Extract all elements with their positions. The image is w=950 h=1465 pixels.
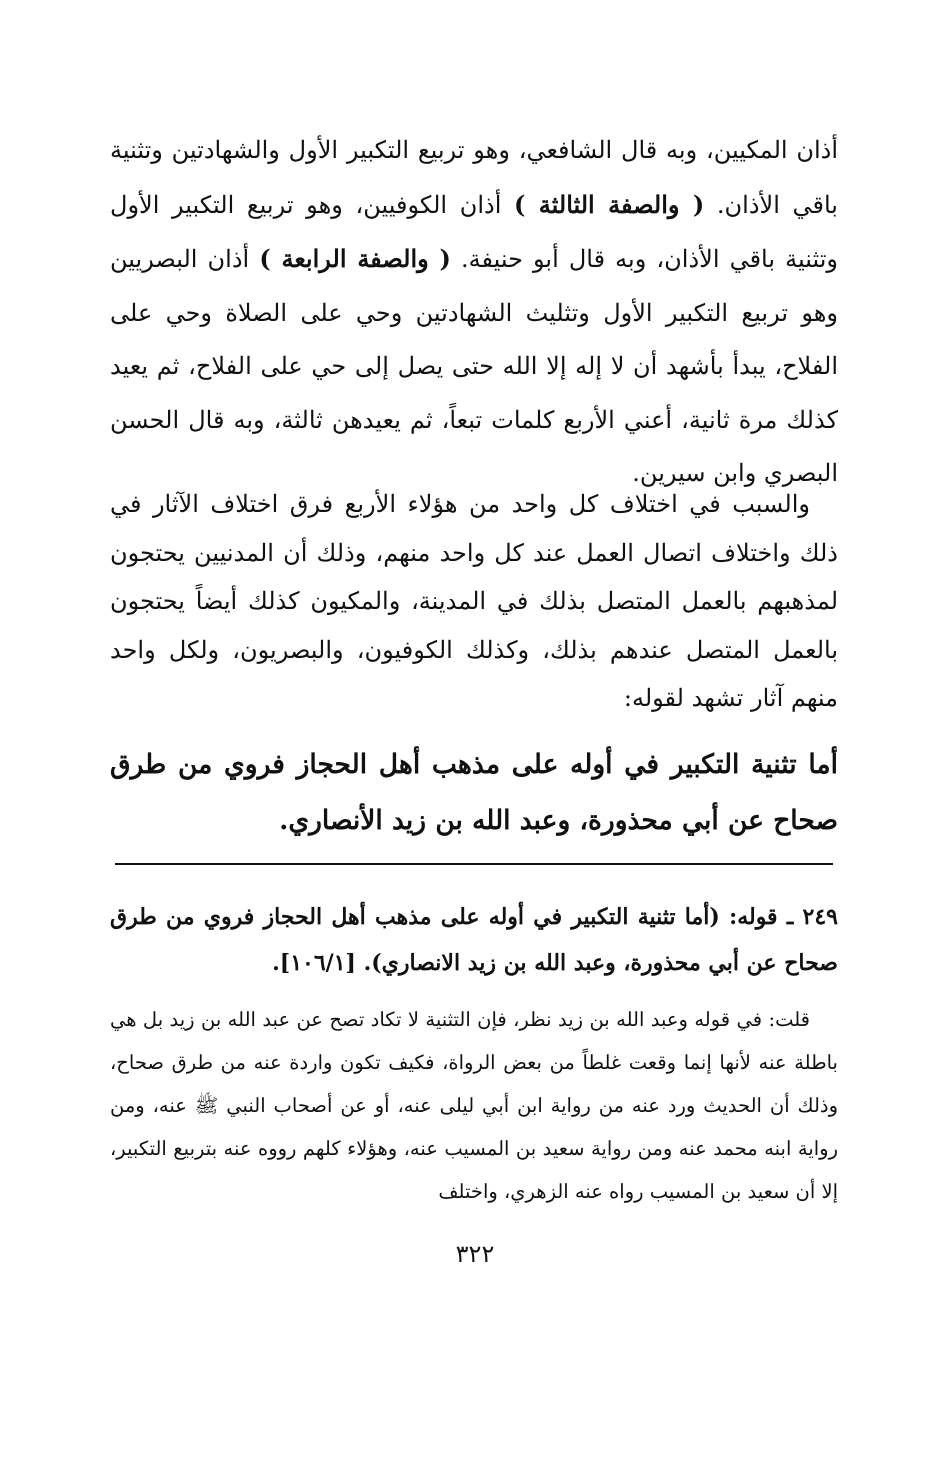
- footnote-divider: [115, 863, 833, 865]
- section-label-fourth: ( والصفة الرابعة ): [259, 244, 451, 273]
- footnote-body: [110, 998, 838, 1213]
- main-paragraph-2: [110, 480, 838, 723]
- footnote-body-text: قلت: في قوله وعبد الله بن زيد نظر، فإن التثنية لا تكاد تصح عن عبد الله بن زيد بل هي باطلة عنه لأنها إنما وقعت غلطاً من بعض الرواة، فكيف تكون واردة عنه من طرق صحاح، وذلك أن الحديث ورد عنه من رواية ابن أبي ليلى عنه، أو عن أصحاب النبي ﷺ عنه، ومن رواية ابنه محمد عنه ومن رواية سعيد بن المسيب عنه، وهؤلاء كلهم رووه عنه بتربيع التكبير، إلا أن سعيد بن المسيب رواه عنه الزهري، واختلف: [110, 1008, 838, 1203]
- paragraph-text: أذان البصريين وهو تربيع التكبير الأول وتثليث الشهادتين وحي على الصلاة وحي على الفلاح، يبدأ بأشهد أن لا إله إلا الله حتى يصل إلى حي على الفلاح، ثم يعيد كذلك مرة ثانية، أعني الأربع كلمات تبعاً، ثم يعيدهن ثالثة، وبه قال الحسن البصري وابن سيرين.: [110, 245, 839, 487]
- main-paragraph-1: [110, 124, 838, 501]
- paragraph-text: والسبب في اختلاف كل واحد من هؤلاء الأربع فرق اختلاف الآثار في ذلك واختلاف اتصال العمل عند كل واحد منهم، وذلك أن المدنيين يحتجون لمذهبهم بالعمل المتصل بذلك في المدينة، والمكيون كذلك أيضاً يحتجون بالعمل المتصل عندهم بذلك، وكذلك الكوفيون، والبصريون، ولكل واحد منهم آثار تشهد لقوله:: [110, 490, 838, 712]
- footnote-heading-text: ٢٤٩ ـ قوله: (أما تثنية التكبير في أوله على مذهب أهل الحجاز فروي من طرق صحاح عن أبي محذورة، وعبد الله بن زيد الانصاري). [١٠٦/١].: [110, 904, 838, 976]
- paragraph-text: أذان الكوفيين، وهو تربيع التكبير الأول وتثنية باقي الأذان، وبه قال أبو حنيفة.: [110, 190, 838, 273]
- quoted-matn: [110, 737, 838, 849]
- section-label-third: ( والصفة الثالثة ): [514, 189, 705, 219]
- footnote-heading: [110, 894, 838, 986]
- page-number: ٣٢٢: [455, 1240, 495, 1268]
- quote-text: أما تثنية التكبير في أوله على مذهب أهل الحجاز فروي من طرق صحاح عن أبي محذورة، وعبد الله بن زيد الأنصاري.: [110, 749, 838, 836]
- paragraph-text: أذان المكيين، وبه قال الشافعي، وهو تربيع التكبير الأول والشهادتين وتثنية باقي الأذان.: [110, 136, 838, 219]
